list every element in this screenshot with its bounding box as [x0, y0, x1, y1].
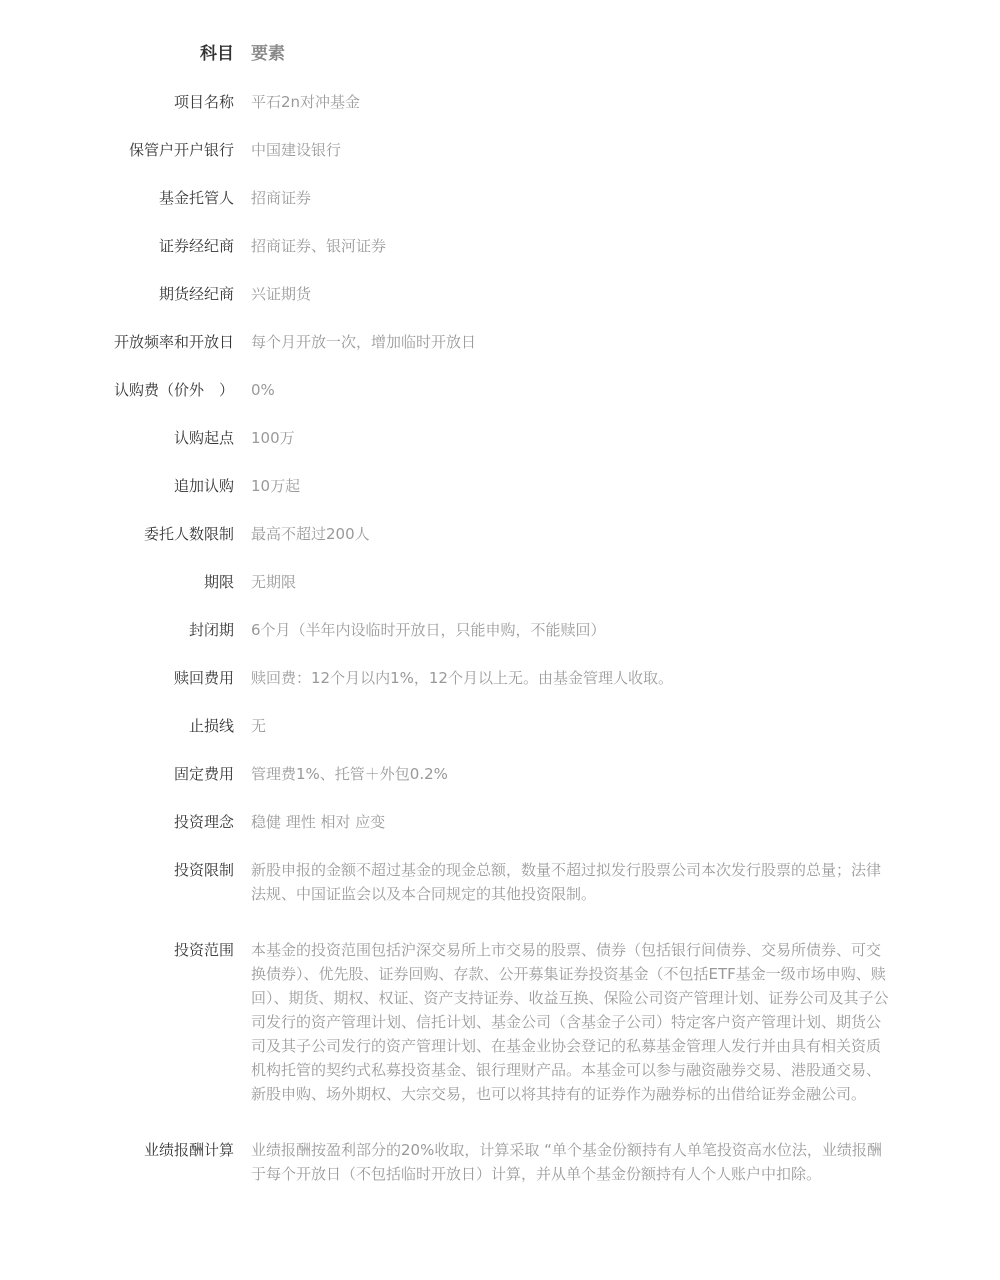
row-term [0, 558, 1000, 606]
row-label: 认购起点 [173, 429, 234, 447]
row-redemption-fee [0, 654, 1000, 702]
row-value: 6个月（半年内设临时开放日，只能申购，不能赎回） [251, 621, 606, 639]
row-label: 投资限制 [173, 861, 234, 879]
row-label: 保管户开户银行 [128, 141, 234, 159]
row-label: 赎回费用 [173, 669, 234, 687]
row-label: 开放频率和开放日 [113, 333, 234, 351]
row-subscription-minimum [0, 414, 1000, 462]
row-label: 证券经纪商 [158, 237, 234, 255]
row-custodian-bank [0, 126, 1000, 174]
row-label: 认购费（价外 ） [113, 381, 234, 399]
fund-elements-table [0, 30, 1000, 1198]
row-value: 100万 [251, 429, 295, 447]
row-value: 本基金的投资范围包括沪深交易所上市交易的股票、债券（包括银行间债券、交易所债券、可交换债券）、优先股、证券回购、存款、公开募集证券投资基金（不包括ETF基金一级市场申购、赎回）、期货、期权、权证、资产支持证券、收益互换、保险公司资产管理计划、证券公司及其子公司发行的资产管理计划、信托计划、基金公司（含基金子公司）特定客户资产管理计划、期货公司及其子公司发行的资产管理计划、在基金业协会登记的私募基金管理人发行并由具有相关资质机构托管的契约式私募投资基金、银行理财产品。本基金可以参与融资融券交易、港股通交易、新股申购、场外期权、大宗交易，也可以将其持有的证券作为融券标的出借给证券金融公司。 [251, 941, 889, 1103]
table-header-row [0, 30, 1000, 78]
row-label: 项目名称 [173, 93, 234, 111]
row-label: 投资理念 [173, 813, 234, 831]
row-value: 招商证券、银河证券 [251, 237, 387, 255]
row-label: 期限 [203, 573, 234, 591]
row-label: 固定费用 [173, 765, 234, 783]
row-additional-subscription [0, 462, 1000, 510]
row-lockup-period [0, 606, 1000, 654]
row-value: 稳健 理性 相对 应变 [251, 813, 386, 831]
row-futures-broker [0, 270, 1000, 318]
row-label: 止损线 [188, 717, 234, 735]
row-value: 每个月开放一次，增加临时开放日 [251, 333, 477, 351]
row-value: 管理费1%、托管＋外包0.2% [251, 765, 448, 783]
row-fixed-fees [0, 750, 1000, 798]
row-label: 业绩报酬计算 [143, 1141, 234, 1159]
row-value: 平石2n对冲基金 [251, 93, 361, 111]
header-value: 要素 [251, 44, 285, 64]
row-value: 0% [251, 381, 275, 399]
row-investment-philosophy [0, 798, 1000, 846]
row-label: 投资范围 [173, 941, 234, 959]
row-securities-broker [0, 222, 1000, 270]
row-value: 招商证券 [251, 189, 312, 207]
row-value: 兴证期货 [251, 285, 312, 303]
row-open-frequency [0, 318, 1000, 366]
header-label: 科目 [200, 44, 234, 64]
row-value: 10万起 [251, 477, 301, 495]
row-project-name [0, 78, 1000, 126]
row-label: 封闭期 [188, 621, 234, 639]
row-value: 无期限 [251, 573, 297, 591]
row-performance-fee [0, 1126, 1000, 1198]
row-value: 赎回费：12个月以内1%，12个月以上无。由基金管理人收取。 [251, 669, 673, 687]
row-value: 无 [251, 717, 267, 735]
row-investment-restrictions [0, 846, 1000, 926]
row-fund-trustee [0, 174, 1000, 222]
row-value: 业绩报酬按盈利部分的20%收取，计算采取 “单个基金份额持有人单笔投资高水位法，业绩报酬于每个开放日（不包括临时开放日）计算，并从单个基金份额持有人个人账户中扣除。 [251, 1141, 882, 1183]
row-label: 期货经纪商 [158, 285, 234, 303]
row-label: 基金托管人 [158, 189, 234, 207]
row-investor-limit [0, 510, 1000, 558]
row-stop-loss [0, 702, 1000, 750]
row-investment-scope [0, 926, 1000, 1126]
row-subscription-fee [0, 366, 1000, 414]
row-label: 委托人数限制 [143, 525, 234, 543]
row-label: 追加认购 [173, 477, 234, 495]
row-value: 中国建设银行 [251, 141, 342, 159]
row-value: 新股申报的金额不超过基金的现金总额，数量不超过拟发行股票公司本次发行股票的总量；法律法规、中国证监会以及本合同规定的其他投资限制。 [251, 861, 882, 903]
row-value: 最高不超过200人 [251, 525, 370, 543]
